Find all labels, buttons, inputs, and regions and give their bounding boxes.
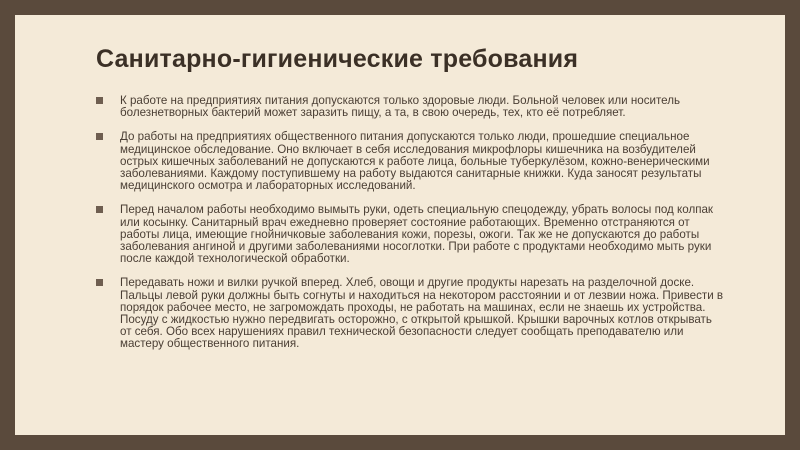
list-item (96, 131, 726, 192)
square-bullet-icon (96, 279, 103, 286)
paragraph-text: К работе на предприятиях питания допускаются только здоровые люди. Больной человек или носитель болезнетворных бактерий может заразить пищу, а та, в свою очередь, тех, кто её потребляет. (120, 94, 681, 120)
list-item (96, 277, 726, 350)
bullet-list (96, 95, 726, 363)
list-item (96, 95, 726, 119)
square-bullet-icon (96, 206, 103, 213)
paragraph-text: До работы на предприятиях общественного питания допускаются только люди, прошедшие специальное медицинское обследование. Оно включает в себя исследования микрофлоры кишечника на возбудителей острых кишечных заболеваний не допускаются к работе лица, больные туберкулёзом, кожно-венерическими заболеваниями. Каждому поступившему на работу выдаются санитарные книжки. Куда заносят результаты медицинского осмотра и лабораторных исследований. (120, 130, 710, 193)
paragraph-text: Перед началом работы необходимо вымыть руки, одеть специальную спецодежду, убрать волосы под колпак или косынку. Санитарный врач ежедневно проверяет состояние работающих. Временно отстраняются от работы лица, имеющие гнойничковые заболевания кожи, порезы, ожоги. Так же не допускаются до работы заболевания ангиной и другими заболеваниями носоглотки. При работе с продуктами необходимо мыть руки после каждой технологической обработки. (120, 203, 714, 266)
paragraph-text: Передавать ножи и вилки ручкой вперед. Хлеб, овощи и другие продукты нарезать на разделочной доске. Пальцы левой руки должны быть согнуты и находиться на некотором расстоянии и от лезвии ножа. Привести в порядок рабочее место, не загромождать проходы, не работать на машинах, если не знаешь их устройства. Посуду с жидкостью нужно передвигать осторожно, с открытой крышкой. Крышки варочных котлов открывать от себя. Обо всех нарушениях правил технической безопасности следует сообщать преподавателю или мастеру общественного питания. (120, 276, 724, 351)
list-item (96, 204, 726, 265)
slide-title: Санитарно-гигиенические требования (96, 45, 579, 73)
square-bullet-icon (96, 133, 103, 140)
square-bullet-icon (96, 97, 103, 104)
